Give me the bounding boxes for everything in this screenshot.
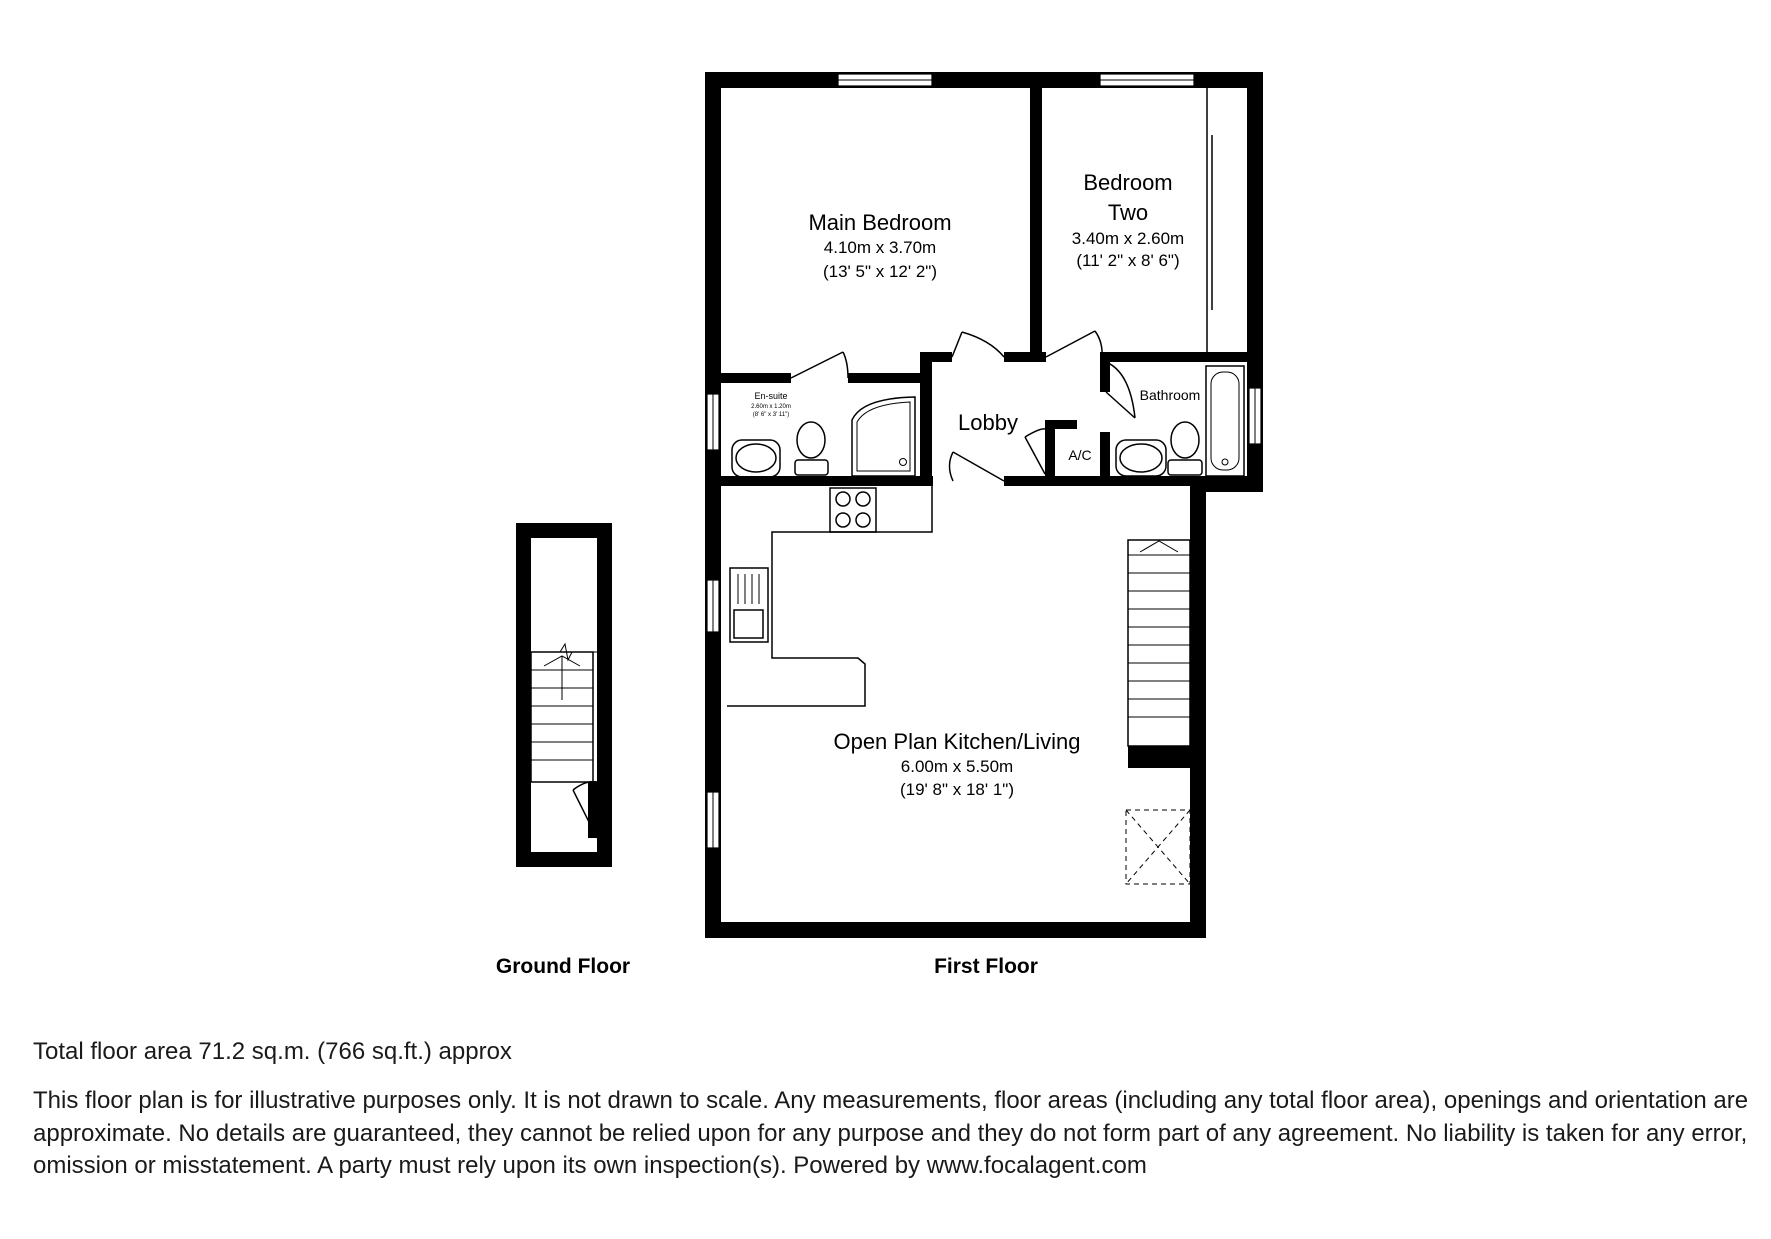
total-floor-area: Total floor area 71.2 sq.m. (766 sq.ft.) approx [33,1038,512,1065]
lobby-north-wall-left [920,352,952,362]
door-bedroom-two[interactable] [1046,331,1102,357]
hob-icon [830,488,876,532]
kitchen-living-imperial: (19' 8" x 18' 1") [899,780,1015,799]
loft-hatch [1126,810,1190,884]
main-bedroom-label [808,210,951,281]
main-bedroom-metric: 4.10m x 3.70m [823,238,937,257]
main-bedroom-imperial: (13' 5" x 12' 2") [822,262,938,281]
south-wall [705,922,1206,938]
staircase-ground-floor [531,644,597,782]
ground-floor-label: Ground Floor [495,955,631,978]
bedroom-two-imperial: (11' 2" x 8' 6") [1076,251,1180,270]
staircase-first-floor [1128,540,1190,768]
disclaimer-text: This floor plan is for illustrative purposes only. It is not drawn to scale. Any measurements, floor areas (including any total floor area), openings and orientation are approximate. No details are guaranteed, they cannot be relied upon for any purpose and they do not form part of any agreement. No liability is taken for any error, omission or misstatement. A party must rely upon its own inspection(s). Powered by www.focalagent.com [33,1087,1749,1179]
main-bedroom-name: Main Bedroom [808,210,952,235]
first-floor-label: First Floor [934,955,1038,978]
bathroom-west-wall-lower [1100,432,1110,482]
bedroom-divider-wall [1030,88,1042,360]
bedroom-two-label [1072,170,1184,270]
bedroom-two-name-line1: Bedroom [1083,170,1173,195]
lobby-name: Lobby [958,410,1018,435]
bedroom-two-metric: 3.40m x 2.60m [1071,229,1185,248]
ac-cupboard-top [1045,420,1077,429]
kitchen-north-wall-right [1004,476,1190,486]
bathroom-north-wall [1106,352,1247,362]
bathroom-fixtures [1116,366,1244,476]
door-ac-cupboard[interactable] [1025,429,1045,474]
door-ensuite[interactable] [791,352,848,378]
en-suite-imperial: (8' 6" x 3' 11") [752,412,790,418]
bathroom-name: Bathroom [1139,387,1201,403]
door-kitchen[interactable] [950,452,1005,481]
ensuite-north-wall-left [721,373,791,383]
first-floor-plan [705,72,1263,938]
en-suite-name: En-suite [754,391,788,401]
ac-cupboard-wall [1045,420,1055,482]
ensuite-east-wall [920,352,932,482]
en-suite-label [751,391,791,418]
ensuite-north-wall-right [848,373,924,383]
ac-name: A/C [1068,447,1092,463]
kitchen-living-label [833,729,1080,799]
door-main-bedroom[interactable] [952,332,1004,357]
bedroom-two-name-line2: Two [1107,200,1149,225]
sink-icon [730,568,768,642]
en-suite-metric: 2.60m x 1.20m [751,404,791,410]
door-ground-floor[interactable] [573,782,597,838]
door-bathroom[interactable] [1106,362,1135,418]
east-wall-lower [1190,476,1206,938]
lobby-north-wall-mid [1004,352,1046,362]
kitchen-living-name: Open Plan Kitchen/Living [833,729,1081,754]
kitchen-fixtures [727,486,932,706]
bathroom-west-wall-upper [1100,352,1110,392]
kitchen-living-metric: 6.00m x 5.50m [900,757,1014,776]
ground-floor-plan [516,523,612,867]
